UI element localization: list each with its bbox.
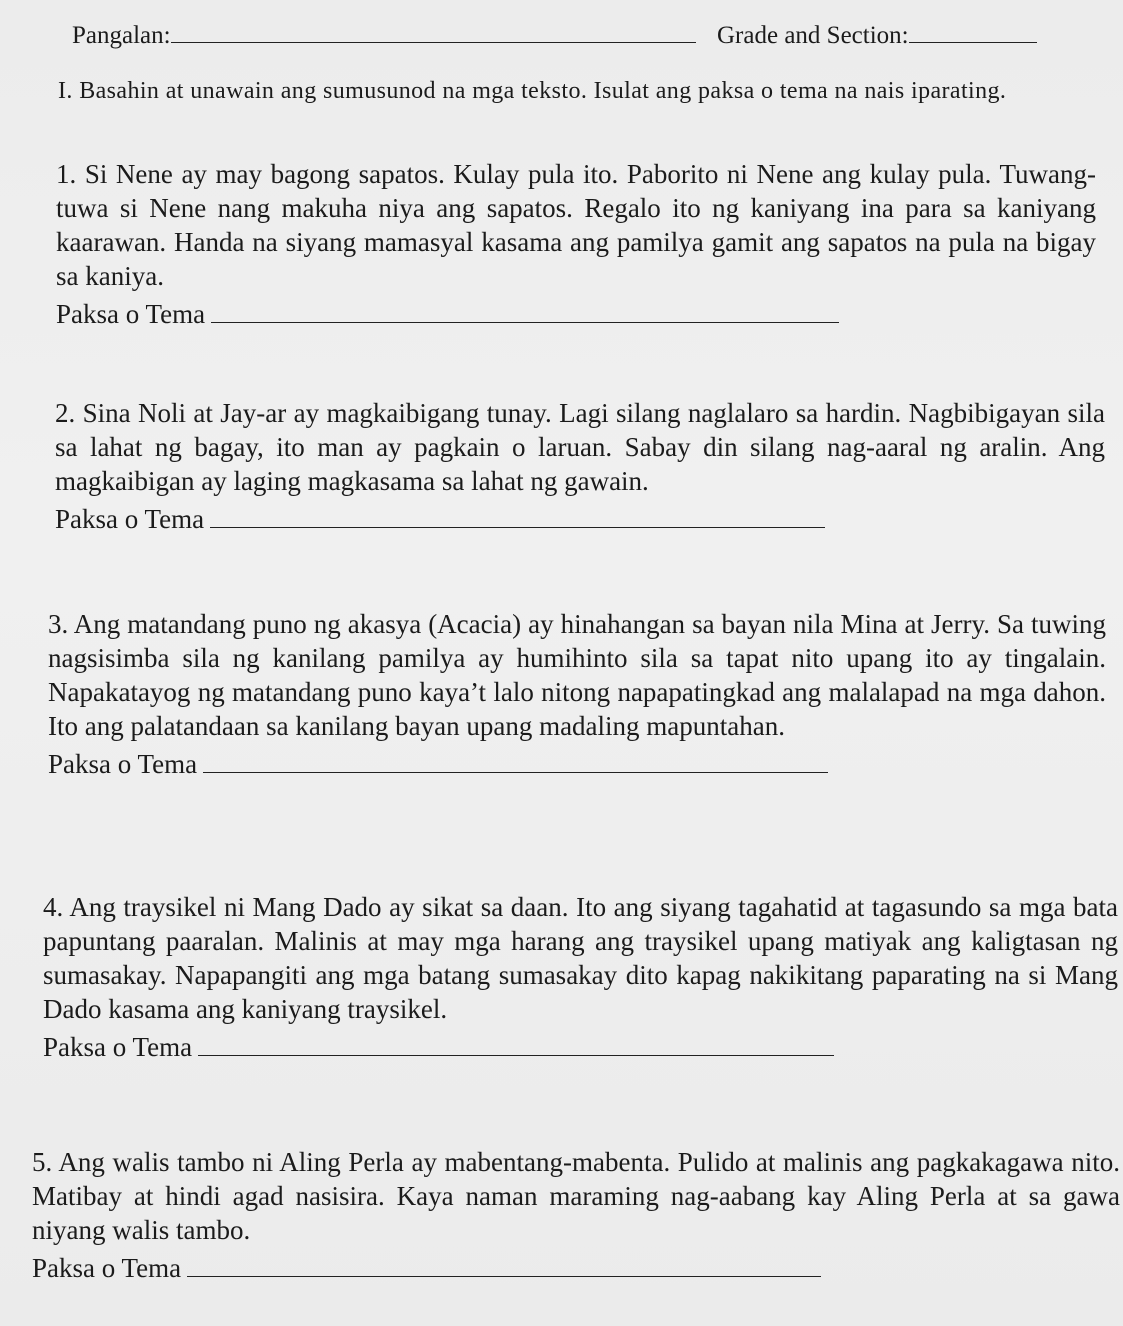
passage-text: 5. Ang walis tambo ni Aling Perla ay mabentang-mabenta. Pulido at malinis ang pagkakagawa nito. Matibay at hindi agad nasisira. Kaya naman maraming nag-aabang kay Aling Perla at sa gawa niyang walis tambo. bbox=[32, 1147, 1120, 1245]
answer-blank-line[interactable] bbox=[198, 1033, 834, 1056]
answer-blank-line[interactable] bbox=[211, 300, 839, 323]
answer-field[interactable] bbox=[48, 747, 1106, 781]
answer-label: Paksa o Tema bbox=[48, 749, 198, 779]
answer-field[interactable] bbox=[32, 1251, 1120, 1285]
passage-text: 3. Ang matandang puno ng akasya (Acacia) ay hinahangan sa bayan nila Mina at Jerry. Sa tuwing nagsisimba sila ng kanilang pamilya ay humihinto sila sa tapat nito upang ito ay tingalain. Napakatayog ng matandang puno kaya’t lalo nitong napapatingkad ang malalapad na mga dahon. Ito ang palatandaan sa kanilang bayan upang madaling mapuntahan. bbox=[48, 609, 1106, 741]
passage-item-4 bbox=[43, 890, 1118, 1064]
passage-item-2 bbox=[55, 396, 1105, 536]
instruction-text: I. Basahin at unawain ang sumusunod na mga teksto. Isulat ang paksa o tema na nais iparating. bbox=[58, 78, 1007, 104]
worksheet-header bbox=[72, 22, 1068, 62]
grade-section-field[interactable] bbox=[717, 22, 1037, 50]
answer-label: Paksa o Tema bbox=[32, 1253, 182, 1283]
answer-field[interactable] bbox=[56, 297, 1096, 331]
grade-section-label: Grade and Section: bbox=[717, 22, 909, 49]
passage-item-1 bbox=[56, 157, 1096, 331]
name-field[interactable] bbox=[72, 22, 696, 50]
answer-label: Paksa o Tema bbox=[43, 1032, 193, 1062]
passage-text: 2. Sina Noli at Jay-ar ay magkaibigang tunay. Lagi silang naglalaro sa hardin. Nagbibigayan sila sa lahat ng bagay, ito man ay pagkain o laruan. Sabay din silang nag-aaral ng aralin. Ang magkaibigan ay laging magkasama sa lahat ng gawain. bbox=[55, 398, 1105, 496]
answer-label: Paksa o Tema bbox=[56, 299, 206, 329]
answer-blank-line[interactable] bbox=[187, 1254, 821, 1277]
grade-section-blank-line[interactable] bbox=[909, 22, 1037, 43]
passage-text: 1. Si Nene ay may bagong sapatos. Kulay pula ito. Paborito ni Nene ang kulay pula. Tuwang-tuwa si Nene nang makuha niya ang sapatos. Regalo ito ng kaniyang ina para sa kaniyang kaarawan. Handa na siyang mamasyal kasama ang pamilya gamit ang sapatos na pula na bigay sa kaniya. bbox=[56, 159, 1096, 291]
answer-field[interactable] bbox=[43, 1030, 1118, 1064]
passage-text: 4. Ang traysikel ni Mang Dado ay sikat sa daan. Ito ang siyang tagahatid at tagasundo sa mga bata papuntang paaralan. Malinis at may mga harang ang traysikel upang matiyak ang kaligtasan ng sumasakay. Napapangiti ang mga batang sumasakay dito kapag nakikitang paparating na si Mang Dado kasama ang kaniyang traysikel. bbox=[43, 892, 1118, 1024]
answer-field[interactable] bbox=[55, 502, 1105, 536]
answer-blank-line[interactable] bbox=[210, 505, 825, 528]
name-blank-line[interactable] bbox=[171, 22, 696, 43]
answer-label: Paksa o Tema bbox=[55, 504, 205, 534]
passage-item-3 bbox=[48, 607, 1106, 781]
name-label: Pangalan: bbox=[72, 22, 171, 49]
answer-blank-line[interactable] bbox=[203, 750, 828, 773]
passage-item-5 bbox=[32, 1145, 1120, 1285]
